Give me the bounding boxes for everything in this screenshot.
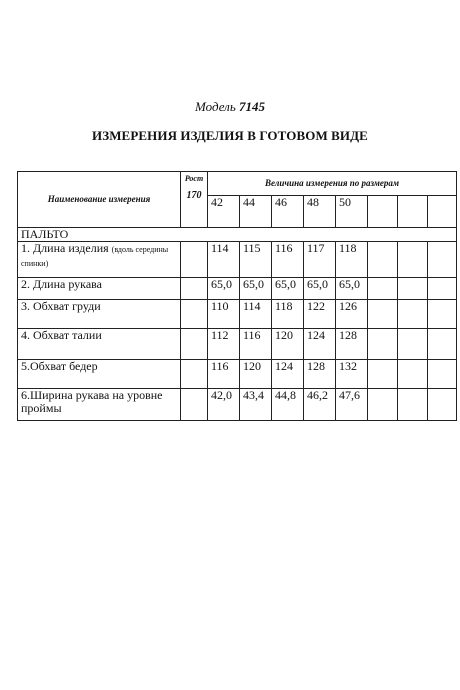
value-cell: 116	[208, 360, 240, 389]
value-cell	[428, 242, 457, 278]
value-cell: 122	[304, 300, 336, 329]
value-cell: 116	[240, 329, 272, 360]
measure-name	[18, 242, 181, 278]
section-row	[18, 228, 457, 242]
value-cell	[368, 360, 398, 389]
value-cell: 65,0	[336, 278, 368, 300]
value-cell	[398, 329, 428, 360]
table-row	[18, 278, 457, 300]
value-cell: 116	[272, 242, 304, 278]
measure-name: 5.Обхват бедер	[18, 360, 181, 389]
value-cell: 126	[336, 300, 368, 329]
value-cell: 65,0	[240, 278, 272, 300]
value-cell	[428, 300, 457, 329]
value-cell	[428, 278, 457, 300]
header-name: Наименование измерения	[18, 172, 181, 228]
header-measure: Величина измерения по размерам	[208, 172, 457, 196]
header-height-label: Рост	[184, 174, 204, 183]
value-cell: 118	[272, 300, 304, 329]
height-cell	[181, 300, 208, 329]
size-cell: 46	[272, 196, 304, 228]
measure-name-text: 1. Длина изделия	[21, 241, 109, 255]
model-label	[0, 99, 460, 115]
table-row	[18, 329, 457, 360]
value-cell: 124	[304, 329, 336, 360]
value-cell	[368, 300, 398, 329]
table-row	[18, 360, 457, 389]
value-cell: 112	[208, 329, 240, 360]
value-cell: 118	[336, 242, 368, 278]
size-cell: 48	[304, 196, 336, 228]
value-cell	[368, 389, 398, 421]
height-cell	[181, 242, 208, 278]
value-cell	[398, 360, 428, 389]
value-cell	[398, 389, 428, 421]
size-cell: 44	[240, 196, 272, 228]
value-cell: 65,0	[304, 278, 336, 300]
table-row	[18, 389, 457, 421]
height-value: 170	[186, 190, 202, 201]
value-cell: 117	[304, 242, 336, 278]
value-cell: 110	[208, 300, 240, 329]
value-cell: 132	[336, 360, 368, 389]
value-cell	[368, 278, 398, 300]
size-cell	[398, 196, 428, 228]
header-row	[18, 172, 457, 196]
value-cell: 65,0	[208, 278, 240, 300]
table-row	[18, 300, 457, 329]
value-cell	[428, 360, 457, 389]
value-cell	[368, 242, 398, 278]
value-cell	[398, 300, 428, 329]
size-cell: 42	[208, 196, 240, 228]
size-cell: 50	[336, 196, 368, 228]
height-cell	[181, 278, 208, 300]
model-label-text: Модель	[195, 99, 236, 114]
height-cell	[181, 389, 208, 421]
measure-note: (вдоль середины спинки)	[21, 245, 169, 268]
measure-name: 2. Длина рукава	[18, 278, 181, 300]
height-cell	[181, 360, 208, 389]
measurements-table	[17, 171, 457, 421]
value-cell: 128	[336, 329, 368, 360]
value-cell: 44,8	[272, 389, 304, 421]
value-cell: 47,6	[336, 389, 368, 421]
value-cell: 120	[272, 329, 304, 360]
value-cell: 128	[304, 360, 336, 389]
value-cell	[428, 389, 457, 421]
value-cell: 43,4	[240, 389, 272, 421]
value-cell	[368, 329, 398, 360]
measure-name: 4. Обхват талии	[18, 329, 181, 360]
measure-name: 6.Ширина рукава на уровне проймы	[18, 389, 181, 421]
value-cell	[428, 329, 457, 360]
value-cell: 115	[240, 242, 272, 278]
value-cell: 120	[240, 360, 272, 389]
value-cell: 42,0	[208, 389, 240, 421]
size-cell	[368, 196, 398, 228]
value-cell	[398, 242, 428, 278]
size-cell	[428, 196, 457, 228]
table-row	[18, 242, 457, 278]
section-title: ПАЛЬТО	[18, 228, 457, 242]
page-title: ИЗМЕРЕНИЯ ИЗДЕЛИЯ В ГОТОВОМ ВИДЕ	[92, 128, 368, 143]
model-number: 7145	[239, 99, 265, 114]
value-cell: 114	[240, 300, 272, 329]
measure-name: 3. Обхват груди	[18, 300, 181, 329]
value-cell	[398, 278, 428, 300]
value-cell: 65,0	[272, 278, 304, 300]
header-height	[181, 172, 208, 228]
height-cell	[181, 329, 208, 360]
value-cell: 124	[272, 360, 304, 389]
value-cell: 114	[208, 242, 240, 278]
value-cell: 46,2	[304, 389, 336, 421]
